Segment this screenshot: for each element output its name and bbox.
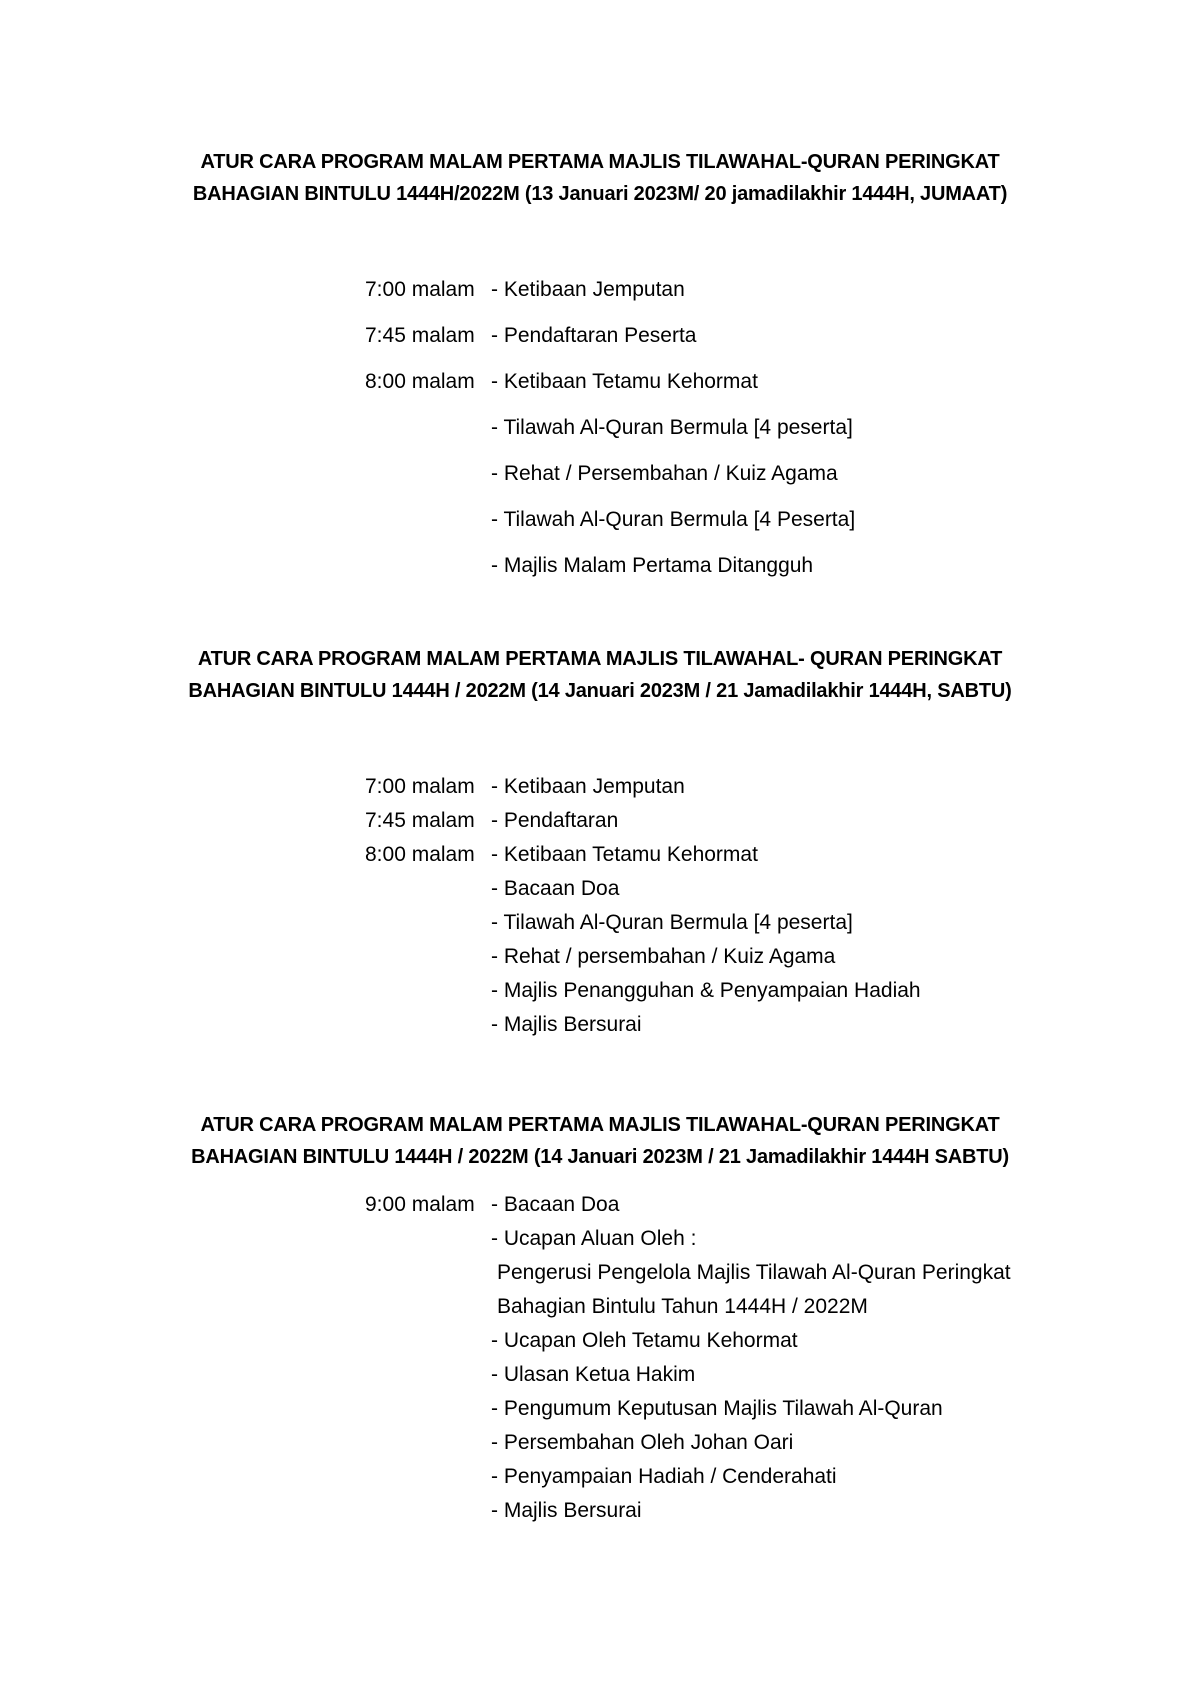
schedule-item: - Majlis Bersurai	[491, 1499, 642, 1522]
schedule-activity: - Ketibaan Tetamu Kehormat	[491, 370, 758, 393]
schedule-activity: - Pendaftaran Peserta	[491, 324, 697, 347]
schedule-row	[365, 843, 758, 867]
schedule-activity: - Ketibaan Jemputan	[491, 775, 685, 798]
schedule-item: - Tilawah Al-Quran Bermula [4 Peserta]	[491, 508, 856, 531]
schedule-time: 8:00 malam	[365, 843, 475, 866]
schedule-time: 8:00 malam	[365, 370, 475, 393]
schedule-item: - Penyampaian Hadiah / Cenderahati	[491, 1465, 837, 1488]
schedule-time: 7:00 malam	[365, 278, 475, 301]
schedule-time: 7:45 malam	[365, 324, 475, 347]
section-3-heading-line1: ATUR CARA PROGRAM MALAM PERTAMA MAJLIS TILAWAHAL-QURAN PERINGKAT	[200, 1114, 1000, 1136]
schedule-item: - Tilawah Al-Quran Bermula [4 peserta]	[491, 911, 853, 934]
schedule-item-continuation: Bahagian Bintulu Tahun 1444H / 2022M	[497, 1295, 868, 1318]
schedule-item: - Ucapan Oleh Tetamu Kehormat	[491, 1329, 798, 1352]
schedule-row	[365, 324, 696, 348]
section-1-heading-line2: BAHAGIAN BINTULU 1444H/2022M (13 Januari 2023M/ 20 jamadilakhir 1444H, JUMAAT)	[192, 183, 1008, 205]
schedule-activity: - Ketibaan Tetamu Kehormat	[491, 843, 758, 866]
section-1-heading	[100, 146, 1100, 210]
schedule-row	[365, 1193, 619, 1217]
schedule-item: - Ucapan Aluan Oleh :	[491, 1227, 697, 1250]
schedule-item: - Majlis Malam Pertama Ditangguh	[491, 554, 814, 577]
section-2-heading-line1: ATUR CARA PROGRAM MALAM PERTAMA MAJLIS TILAWAHAL- QURAN PERINGKAT	[197, 648, 1003, 670]
section-1-heading-line1: ATUR CARA PROGRAM MALAM PERTAMA MAJLIS TILAWAHAL-QURAN PERINGKAT	[200, 151, 1000, 173]
section-2-heading-line2: BAHAGIAN BINTULU 1444H / 2022M (14 Januari 2023M / 21 Jamadilakhir 1444H, SABTU)	[188, 680, 1012, 702]
schedule-item: - Majlis Penangguhan & Penyampaian Hadiah	[491, 979, 921, 1002]
schedule-activity: - Pendaftaran	[491, 809, 619, 832]
schedule-item: - Rehat / Persembahan / Kuiz Agama	[491, 462, 838, 485]
schedule-activity: - Bacaan Doa	[491, 1193, 620, 1216]
schedule-item: - Tilawah Al-Quran Bermula [4 peserta]	[491, 416, 853, 439]
section-3-heading-line2: BAHAGIAN BINTULU 1444H / 2022M (14 Januari 2023M / 21 Jamadilakhir 1444H SABTU)	[191, 1146, 1009, 1168]
schedule-item: - Majlis Bersurai	[491, 1013, 642, 1036]
schedule-item: - Bacaan Doa	[491, 877, 620, 900]
schedule-item: - Rehat / persembahan / Kuiz Agama	[491, 945, 836, 968]
schedule-item-continuation: Pengerusi Pengelola Majlis Tilawah Al-Quran Peringkat	[497, 1261, 1011, 1284]
schedule-activity: - Ketibaan Jemputan	[491, 278, 685, 301]
schedule-time: 7:45 malam	[365, 809, 475, 832]
schedule-item: - Pengumum Keputusan Majlis Tilawah Al-Quran	[491, 1397, 943, 1420]
schedule-row	[365, 278, 685, 302]
section-2-heading	[100, 643, 1100, 707]
schedule-time: 9:00 malam	[365, 1193, 475, 1216]
schedule-row	[365, 775, 685, 799]
schedule-item: - Persembahan Oleh Johan Oari	[491, 1431, 794, 1454]
schedule-item: - Ulasan Ketua Hakim	[491, 1363, 696, 1386]
section-3-heading	[100, 1109, 1100, 1173]
schedule-time: 7:00 malam	[365, 775, 475, 798]
schedule-row	[365, 809, 618, 833]
schedule-row	[365, 370, 758, 394]
